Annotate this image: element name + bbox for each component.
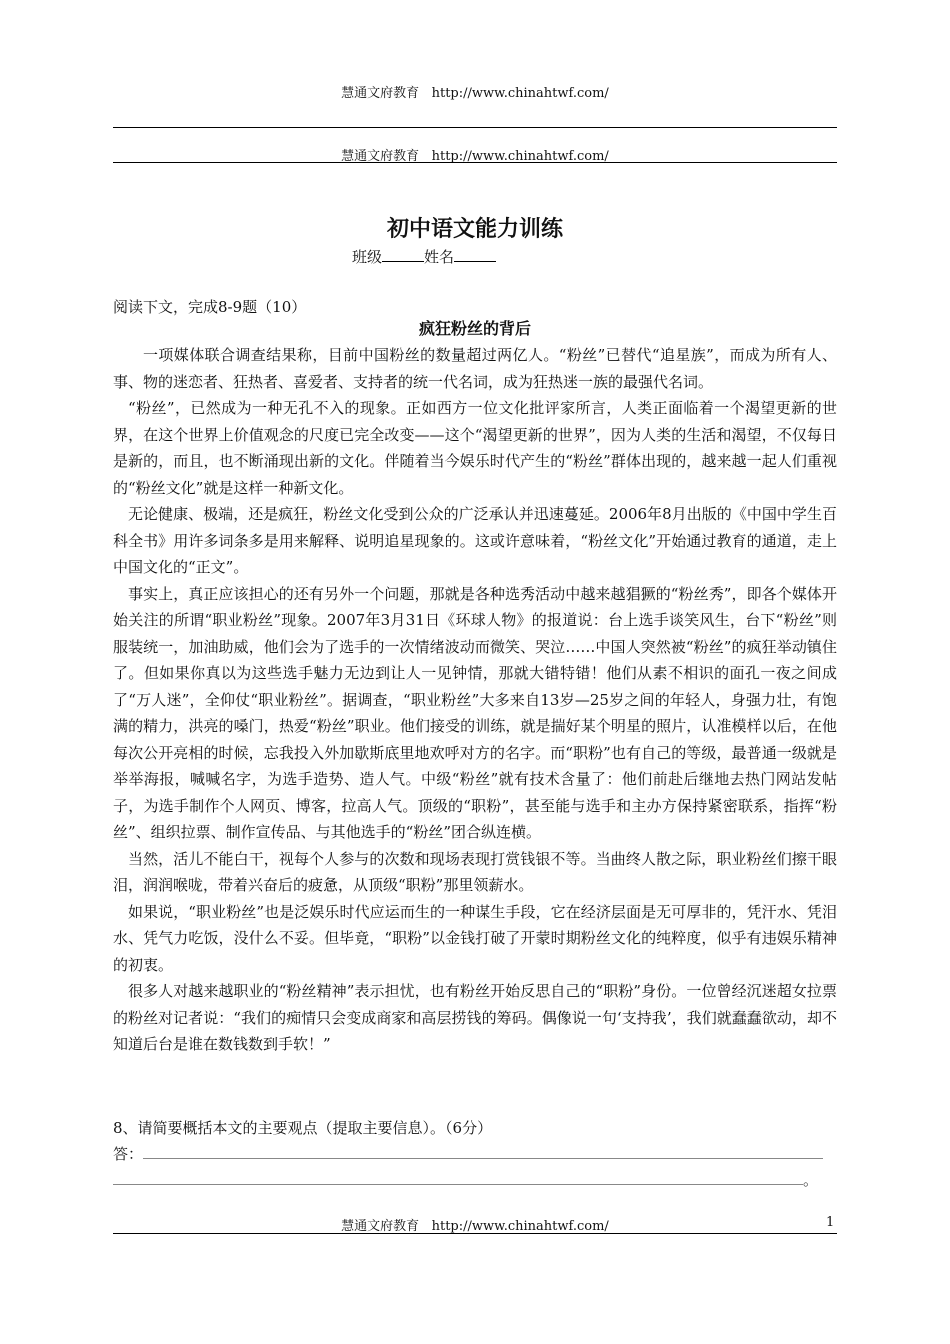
paragraph-5: 当然，活儿不能白干，视每个人参与的次数和现场表现打赏钱银不等。当曲终人散之际，职业粉丝们擦干眼泪，润润喉咙，带着兴奋后的疲惫，从顶级“职粉”那里领薪水。 (113, 849, 837, 894)
page-header (0, 82, 950, 101)
paragraph-4: 事实上，真正应该担心的还有另外一个问题，那就是各种选秀活动中越来越猖獗的“粉丝秀”，即各个媒体开始关注的所谓“职业粉丝”现象。2007年3月31日《环球人物》的报道说：台上选手谈笑风生，台下“粉丝”则服装统一，加油助威，他们会为了选手的一次情绪波动而微笑、哭泣……中国人突然被“粉丝”的疯狂举动镇住了。但如果你真以为这些选手魅力无边到让人一见钟情，那就大错特错！他们从素不相识的面孔一夜之间成了“万人迷”，全仰仗“职业粉丝”。据调查，“职业粉丝”大多来自13岁—25岁之间的年轻人，身强力壮，有饱满的精力，洪亮的嗓门，热爱“粉丝”职业。他们接受的训练，就是揣好某个明星的照片，认准模样以后，在他每次公开亮相的时候，忘我投入外加歇斯底里地欢呼对方的名字。而“职粉”也有自己的等级，最普通一级就是举举海报，喊喊名字，为选手造势、造人气。中级“粉丝”就有技术含量了：他们前赴后继地去热门网站发帖子，为选手制作个人网页、博客，拉高人气。顶级的“职粉”，甚至能与选手和主办方保持紧密联系，指挥“粉丝”、组织拉票、制作宣传品、与其他选手的“粉丝”团合纵连横。 (113, 584, 837, 841)
answer-label: 答： (113, 1145, 144, 1163)
page-title: 初中语文能力训练 (386, 217, 563, 242)
class-label: 班级 (352, 248, 383, 266)
name-label: 姓名 (424, 248, 455, 266)
page-footer (0, 1215, 950, 1234)
answer-line-1[interactable] (143, 1143, 823, 1159)
question-8 (113, 1115, 837, 1193)
class-name-line (352, 246, 496, 267)
answer-row-2 (113, 1167, 837, 1193)
paragraph-1: 一项媒体联合调查结果称，目前中国粉丝的数量超过两亿人。“粉丝”已替代“追星族”，而成为所有人、事、物的迷恋者、狂热者、喜爱者、支持者的统一代名词，成为狂热迷一族的最强代名词。 (113, 346, 837, 391)
subheader-rule (113, 162, 837, 163)
paragraph-3: 无论健康、极端，还是疯狂，粉丝文化受到公众的广泛承认并迅速蔓延。2006年8月出版的《中国中学生百科全书》用许多词条多是用来解释、说明追星现象的。这或许意味着，“粉丝文化”开始通过教育的通道，走上中国文化的“正文”。 (113, 505, 837, 576)
subheader-url: http://www.chinahtwf.com/ (431, 149, 609, 164)
header-url: http://www.chinahtwf.com/ (431, 86, 609, 101)
answer-end-mark: 。 (803, 1171, 819, 1189)
name-blank[interactable] (454, 247, 496, 262)
answer-line-2[interactable] (113, 1169, 803, 1185)
header-org: 慧通文府教育 (341, 86, 420, 101)
paragraph-2: “粉丝”，已然成为一种无孔不入的现象。正如西方一位文化批评家所言，人类正面临着一个渴望更新的世界，在这个世界上价值观念的尺度已完全改变——这个“渴望更新的世界”，因为人类的生活和渴望，不仅每日是新的，而且，也不断涌现出新的文化。伴随着当今娱乐时代产生的“粉丝”群体出现的，越来越一起人们重视的“粉丝文化”就是这样一种新文化。 (113, 399, 837, 497)
article-body (113, 342, 837, 1058)
page-number: 1 (826, 1215, 835, 1230)
class-blank[interactable] (382, 247, 424, 262)
footer-org: 慧通文府教育 (341, 1219, 420, 1234)
article-title: 疯狂粉丝的背后 (418, 319, 531, 338)
paragraph-7: 很多人对越来越职业的“粉丝精神”表示担忧，也有粉丝开始反思自己的“职粉”身份。一位曾经沉迷超女拉票的粉丝对记者说：“我们的痴情只会变成商家和高层捞钱的筹码。偶像说一句‘支持我’，我们就蠢蠢欲动，却不知道后台是谁在数钱数到手软！” (113, 982, 837, 1053)
footer-url: http://www.chinahtwf.com/ (431, 1219, 609, 1234)
subheader-org: 慧通文府教育 (341, 149, 420, 164)
header-rule (113, 127, 837, 128)
answer-row-1 (113, 1141, 837, 1167)
footer-rule (113, 1233, 837, 1234)
instruction: 阅读下文，完成8-9题（10） (113, 298, 307, 316)
question-text: 8、请简要概括本文的主要观点（提取主要信息）。（6分） (113, 1119, 493, 1137)
paragraph-6: 如果说，“职业粉丝”也是泛娱乐时代应运而生的一种谋生手段，它在经济层面是无可厚非的，凭汗水、凭泪水、凭气力吃饭，没什么不妥。但毕竟，“职粉”以金钱打破了开蒙时期粉丝文化的纯粹度，似乎有违娱乐精神的初衷。 (113, 902, 837, 974)
